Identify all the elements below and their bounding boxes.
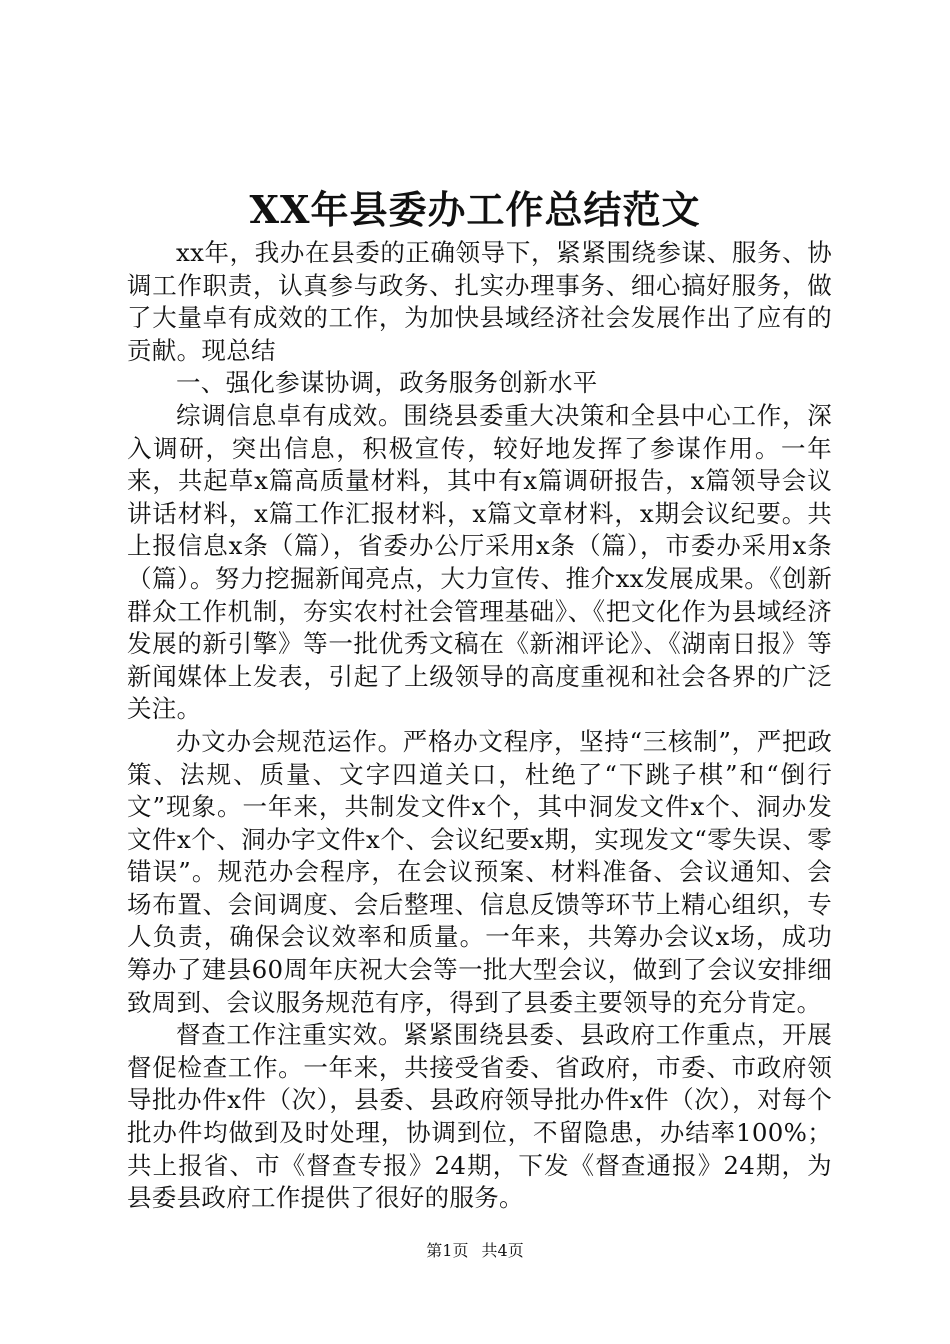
document-title: XX年县委办工作总结范文 (249, 187, 701, 232)
body-paragraph-supervision: 督查工作注重实效。紧紧围绕县委、县政府工作重点，开展督促检查工作。一年来，共接受省委、省政府，市委、市政府领导批办件x件（次），县委、县政府领导批办件x件（次），对每个批办件均做到及时处理，协调到位，不留隐患，办结率100%；共上报省、市《督查专报》24期，下发《督查通报》24期，为县委县政府工作提供了很好的服务。 (127, 1020, 832, 1213)
body-paragraph-research: 综调信息卓有成效。围绕县委重大决策和全县中心工作，深入调研，突出信息，积极宣传，较好地发挥了参谋作用。一年来，共起草x篇高质量材料，其中有x篇调研报告，x篇领导会议讲话材料，x篇工作汇报材料，x篇文章材料，x期会议纪要。共上报信息x条（篇），省委办公厅采用x条（篇），市委办采用x条（篇）。努力挖掘新闻亮点，大力宣传、推介xx发展成果。《创新群众工作机制，夯实农村社会管理基础》、《把文化作为县域经济发展的新引擎》等一批优秀文稿在《新湘评论》、《湖南日报》等新闻媒体上发表，引起了上级领导的高度重视和社会各界的广泛关注。 (127, 400, 832, 724)
page-total: 共4页 (481, 1241, 524, 1260)
page-footer (0, 1240, 950, 1262)
page-number: 第1页 (426, 1241, 469, 1260)
body-paragraph-documents-meetings: 办文办会规范运作。严格办文程序，坚持“三核制”，严把政策、法规、质量、文字四道关口，杜绝了“下跳子棋”和“倒行文”现象。一年来，共制发文件x个，其中洞发文件x个、洞办发文件x个、洞办字文件x个、会议纪要x期，实现发文“零失误、零错误”。规范办会程序，在会议预案、材料准备、会议通知、会场布置、会间调度、会后整理、信息反馈等环节上精心组织，专人负责，确保会议效率和质量。一年来，共筹办会议x场，成功筹办了建县60周年庆祝大会等一批大型会议，做到了会议安排细致周到、会议服务规范有序，得到了县委主要领导的充分肯定。 (127, 726, 832, 1017)
intro-paragraph: xx年，我办在县委的正确领导下，紧紧围绕参谋、服务、协调工作职责，认真参与政务、扎实办理事务、细心搞好服务，做了大量卓有成效的工作，为加快县域经济社会发展作出了应有的贡献。现总结 (127, 238, 832, 365)
document-body (127, 237, 832, 1215)
section-heading: 一、强化参谋协调，政务服务创新水平 (176, 368, 598, 398)
